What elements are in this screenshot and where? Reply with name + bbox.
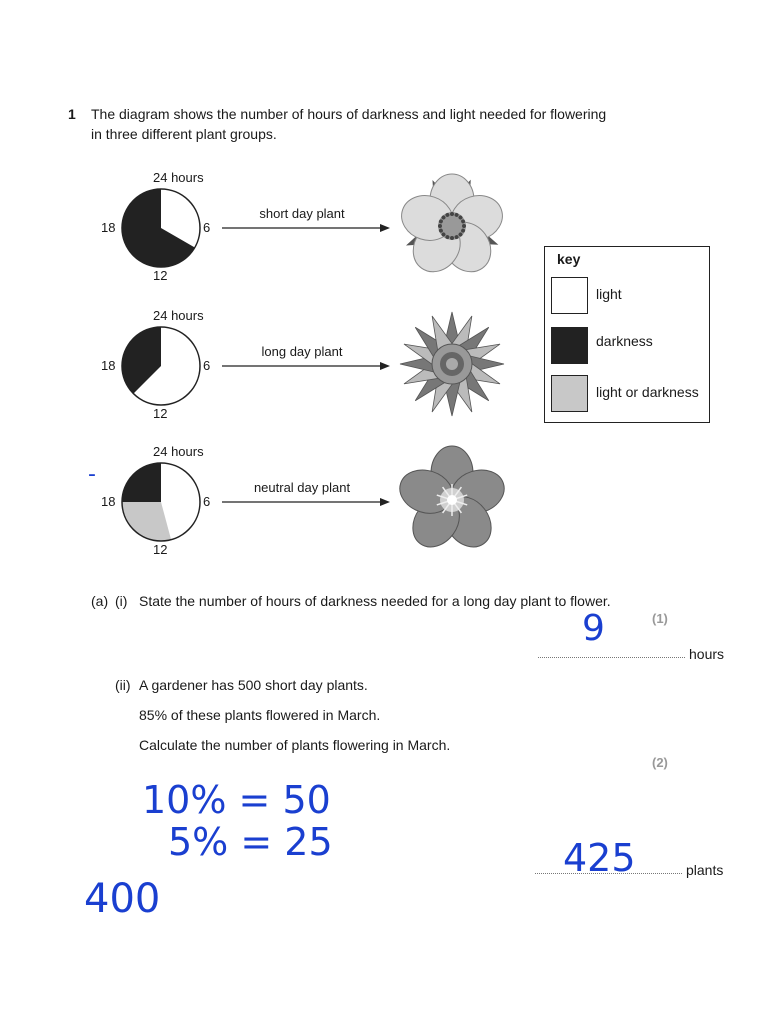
clock-label-top: 24 hours (153, 308, 204, 323)
key-title: key (557, 251, 581, 267)
clock-pie (119, 186, 203, 270)
part-a-i-unit: hours (689, 646, 725, 662)
clock-pie (119, 324, 203, 408)
clock-pie (119, 460, 203, 544)
working-line-1: 10% = 50 (142, 778, 331, 822)
flower-strawberry-image (397, 171, 507, 281)
key-label-light: light (596, 286, 622, 302)
part-a-ii-line-2: 85% of these plants flowered in March. (139, 707, 381, 723)
clock-label-bottom: 12 (153, 268, 168, 283)
clock-label-left: 18 (101, 358, 116, 373)
key-box (544, 246, 710, 423)
part-a-ii-line-3: Calculate the number of plants flowering in March. (139, 737, 451, 753)
part-a-ii-handwritten-answer: 425 (563, 836, 636, 880)
part-a-i-label: (i) (115, 593, 128, 609)
plant-type-label: short day plant (259, 206, 345, 221)
clock-label-top: 24 hours (153, 444, 204, 459)
clock-label-right: 6 (203, 220, 211, 235)
clock-label-right: 6 (203, 494, 211, 509)
clock-label-right: 6 (203, 358, 211, 373)
part-a-i-answer-line[interactable] (538, 657, 685, 658)
clock-label-left: 18 (101, 220, 116, 235)
clock-label-top: 24 hours (153, 170, 204, 185)
clock-label-bottom: 12 (153, 542, 168, 557)
intro-line-2: in three different plant groups. (91, 126, 277, 142)
part-a-ii-line-1: A gardener has 500 short day plants. (139, 677, 368, 693)
part-a-label: (a) (91, 593, 109, 609)
key-label-darkness: darkness (596, 333, 653, 349)
part-a-ii-marks: (2) (652, 755, 668, 770)
key-label-either: light or darkness (596, 384, 699, 400)
part-a-ii-unit: plants (686, 862, 724, 878)
arrow (222, 222, 392, 234)
flower-daisy-image (397, 309, 507, 419)
part-a-i-marks: (1) (652, 611, 668, 626)
key-swatch-either (551, 375, 588, 412)
question-number: 1 (68, 106, 76, 122)
arrow (222, 496, 392, 508)
margin-mark: - (88, 462, 96, 487)
working-line-2: 5% = 25 (168, 820, 333, 864)
clock-label-left: 18 (101, 494, 116, 509)
plant-type-label: neutral day plant (253, 480, 351, 495)
part-a-ii-answer-line[interactable] (535, 873, 682, 874)
flower-five-petal-image (397, 445, 507, 555)
part-a-ii-label: (ii) (115, 677, 131, 693)
key-swatch-light (551, 277, 588, 314)
plant-type-label: long day plant (261, 344, 343, 359)
part-a-i-handwritten-answer: 9 (582, 608, 605, 649)
arrow (222, 360, 392, 372)
intro-line-1: The diagram shows the number of hours of darkness and light needed for flowering (91, 106, 607, 122)
working-line-3: 400 (84, 876, 161, 922)
key-swatch-darkness (551, 327, 588, 364)
part-a-i-question: State the number of hours of darkness needed for a long day plant to flower. (139, 593, 611, 609)
clock-label-bottom: 12 (153, 406, 168, 421)
